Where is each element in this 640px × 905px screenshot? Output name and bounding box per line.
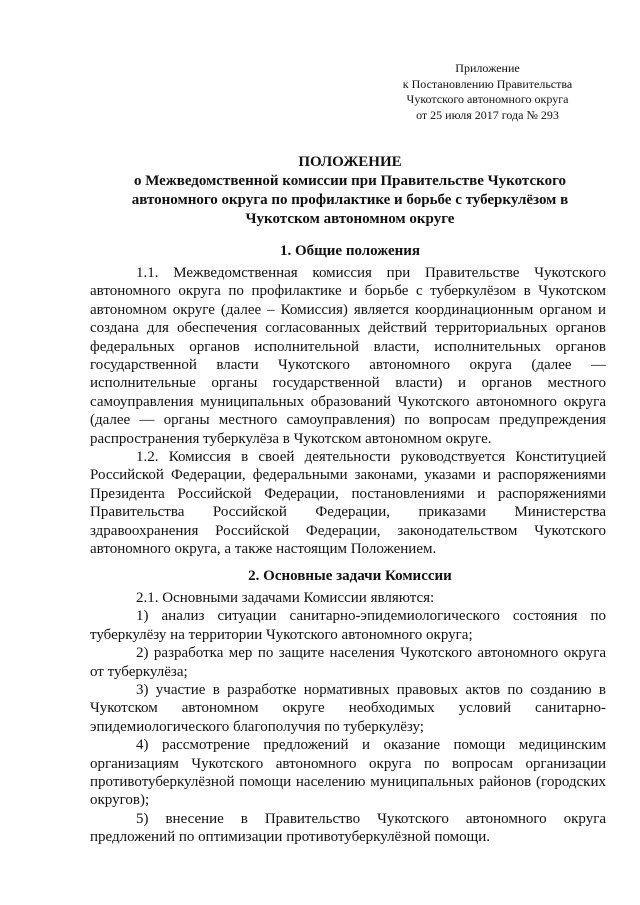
annex-line-2: к Постановлению Правительства <box>402 76 573 91</box>
document-title <box>90 153 610 229</box>
title-line-2: о Межведомственной комиссии при Правительстве Чукотского <box>133 173 567 189</box>
title-line-4: Чукотском автономном округе <box>245 211 455 227</box>
title-line-3: автономного округа по профилактике и борьбе с туберкулёзом в <box>131 192 569 208</box>
task-item-1: 1) анализ ситуации санитарно-эпидемиологического состояния по туберкулёзу на территории Чукотского автономного округа; <box>90 608 606 643</box>
annex-line-1: Приложение <box>455 61 520 75</box>
section-1-body <box>90 264 606 559</box>
title-line-1: ПОЛОЖЕНИЕ <box>298 154 402 170</box>
section-1-heading: 1. Общие положения <box>279 243 421 259</box>
annex-block <box>380 61 595 123</box>
task-item-4: 4) рассмотрение предложений и оказание помощи медицинским организациям Чукотского автономного округа по вопросам организации противотуберкулёзной помощи населению муниципальных районов (городских округов); <box>90 737 606 809</box>
annex-line-3: Чукотского автономного округа <box>406 92 569 106</box>
task-item-5: 5) внесение в Правительство Чукотского автономного округа предложений по оптимизации противотуберкулёзной помощи. <box>90 810 606 846</box>
task-item-2: 2) разработка мер по защите населения Чукотского автономного округа от туберкулёза; <box>90 645 606 680</box>
section-2-body <box>90 589 606 847</box>
paragraph-1-2: 1.2. Комиссия в своей деятельности руководствуется Конституцией Российской Федерации, федеральными законами, указами и распоряжениями Президента Российской Федерации, постановлениями и распоряжениями Правительства Российской Федерации, приказами Министерства здравоохранения Российской Федерации, законодательством Чукотского автономного округа, а также настоящим Положением. <box>90 449 606 558</box>
task-item-3: 3) участие в разработке нормативных правовых актов по созданию в Чукотском автономном округе необходимых условий санитарно-эпидемиологического благополучия по туберкулёзу; <box>90 682 606 735</box>
annex-line-4: от 25 июля 2017 года № 293 <box>416 107 559 122</box>
paragraph-1-1: 1.1. Межведомственная комиссия при Правительстве Чукотского автономного округа по профилактике и борьбе с туберкулёзом в Чукотском автономном округе (далее – Комиссия) является координационным органом и создана для обеспечения согласованных действий территориальных органов федеральных органов исполнительной власти, исполнительных органов государственной власти Чукотского автономного округа (далее — исполнительные органы государственной власти) и органов местного самоуправления муниципальных образований Чукотского автономного округа (далее — органы местного самоуправления) по вопросам предупреждения распространения туберкулёза в Чукотском автономном округе. <box>90 265 606 447</box>
paragraph-2-1: 2.1. Основными задачами Комиссии являются: <box>136 590 435 606</box>
section-2-heading: 2. Основные задачи Комиссии <box>248 568 452 584</box>
